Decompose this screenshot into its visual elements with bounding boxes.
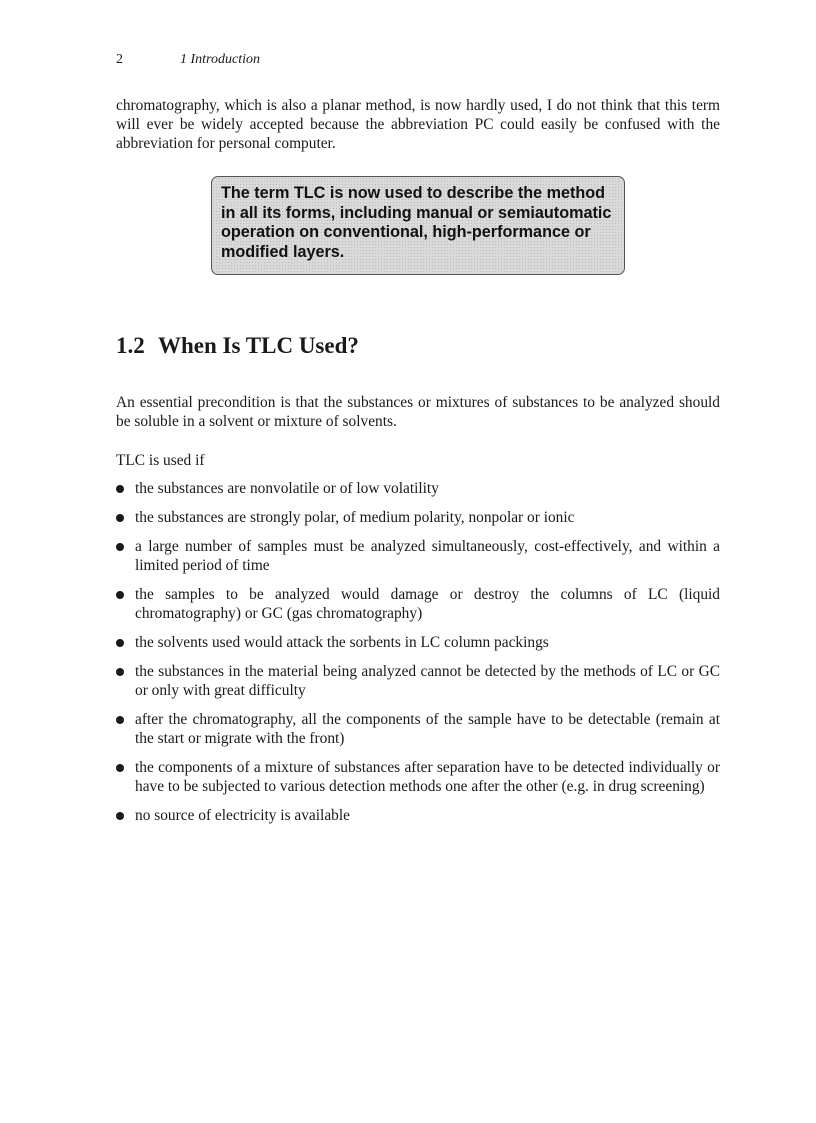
list-item-text: the components of a mixture of substances after separation have to be detected individually or have to be subjected to various detection methods one after the other (e.g. in drug screening) (135, 759, 720, 795)
chapter-title: 1 Introduction (180, 52, 260, 67)
page-number: 2 (116, 52, 123, 67)
list-item (116, 585, 720, 623)
bullet-icon (116, 812, 124, 820)
bullet-icon (116, 639, 124, 647)
list-item-text: a large number of samples must be analyzed simultaneously, cost-effectively, and within a limited period of time (135, 538, 720, 574)
callout-text: The term TLC is now used to describe the method in all its forms, including manual or semiautomatic operation on conventional, high-performance or modified layers. (221, 184, 612, 261)
list-item (116, 537, 720, 575)
bullet-icon (116, 764, 124, 772)
list-item-text: the samples to be analyzed would damage or destroy the columns of LC (liquid chromatography) or GC (gas chromatography) (135, 586, 720, 622)
list-item (116, 758, 720, 796)
usage-bullet-list (116, 479, 720, 835)
bullet-icon (116, 485, 124, 493)
lead-in-text: TLC is used if (116, 452, 205, 469)
section-title: When Is TLC Used? (158, 333, 359, 358)
bullet-icon (116, 668, 124, 676)
section-number: 1.2 (116, 333, 145, 358)
list-item-text: the substances are nonvolatile or of low volatility (135, 480, 439, 497)
list-item (116, 662, 720, 700)
list-item-text: the substances in the material being analyzed cannot be detected by the methods of LC or GC or only with great difficulty (135, 663, 720, 699)
callout-box (211, 176, 625, 275)
list-item (116, 710, 720, 748)
intro-paragraph: chromatography, which is also a planar method, is now hardly used, I do not think that this term will ever be widely accepted because the abbreviation PC could easily be confused with the abbreviation for personal computer. (116, 97, 720, 152)
bullet-icon (116, 591, 124, 599)
list-item (116, 806, 720, 825)
list-item-text: the substances are strongly polar, of medium polarity, nonpolar or ionic (135, 509, 575, 526)
bullet-icon (116, 716, 124, 724)
list-item-text: the solvents used would attack the sorbents in LC column packings (135, 634, 549, 651)
bullet-icon (116, 543, 124, 551)
list-item (116, 508, 720, 527)
list-item (116, 479, 720, 498)
section-heading (116, 333, 359, 359)
list-item-text: no source of electricity is available (135, 807, 350, 824)
precondition-paragraph: An essential precondition is that the substances or mixtures of substances to be analyzed should be soluble in a solvent or mixture of solvents. (116, 394, 720, 430)
list-item (116, 633, 720, 652)
bullet-icon (116, 514, 124, 522)
list-item-text: after the chromatography, all the components of the sample have to be detectable (remain at the start or migrate with the front) (135, 711, 720, 747)
